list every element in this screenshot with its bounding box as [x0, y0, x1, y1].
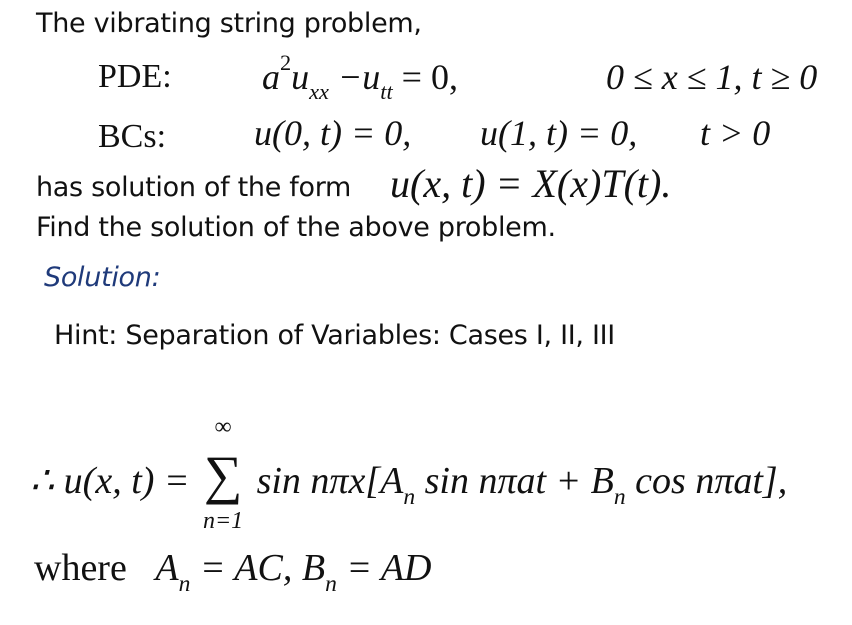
series-term1: sin nπx[A [256, 460, 404, 502]
form-equation: u(x, t) = X(x)T(t). [390, 161, 672, 206]
bc-condition: t > 0 [700, 113, 771, 153]
form-text: has solution of the form [36, 172, 352, 203]
bc-right: u(1, t) = 0, [480, 113, 638, 153]
series-term2: sin nπat + B [415, 460, 614, 502]
pde-label: PDE: [98, 58, 172, 95]
sum-symbol: ∑ [203, 445, 243, 505]
series-term3: cos nπat], [625, 460, 788, 502]
where-word: where [34, 547, 127, 589]
bc-left: u(0, t) = 0, [254, 113, 412, 153]
where-mid: = AC, B [190, 547, 326, 589]
pde-tt: tt [380, 79, 393, 105]
where-end: = AD [336, 547, 432, 589]
find-text: Find the solution of the above problem. [36, 212, 556, 243]
sum-lower-limit: n=1 [202, 508, 244, 534]
pde-a: a [262, 57, 280, 97]
solution-label: Solution: [44, 262, 161, 293]
series-lhs: ∴ u(x, t) = [30, 460, 200, 502]
pde-minus-u: −u [337, 57, 381, 97]
bcs-label: BCs: [98, 118, 167, 155]
pde-domain: 0 ≤ x ≤ 1, t ≥ 0 [606, 57, 818, 97]
where-A: A [155, 547, 179, 589]
hint-text: Hint: Separation of Variables: Cases I, II, III [54, 320, 615, 351]
sum-upper-limit: ∞ [214, 414, 232, 440]
series-equation [30, 414, 788, 534]
pde-equation [262, 50, 458, 105]
summation [199, 414, 247, 534]
pde-exponent: 2 [280, 50, 292, 76]
pde-xx: xx [309, 79, 329, 105]
where-sub2: n [325, 570, 337, 597]
pde-eq-zero: = 0, [401, 57, 458, 97]
where-sub1: n [178, 570, 191, 597]
where-line [34, 546, 432, 597]
pde-u: u [291, 57, 310, 97]
series-sub-n1: n [403, 483, 416, 510]
series-sub-n2: n [613, 483, 626, 510]
intro-text: The vibrating string problem, [36, 8, 422, 39]
